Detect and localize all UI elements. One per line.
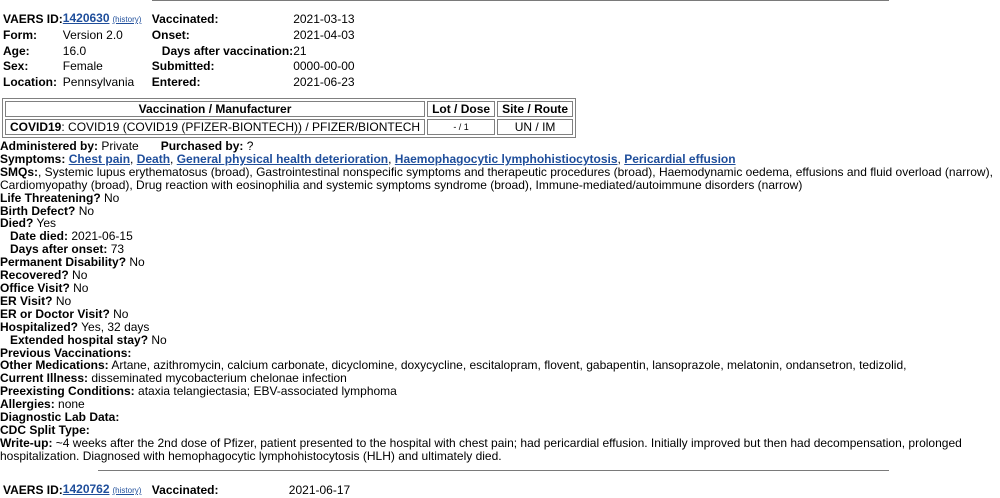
days-after-onset-row [0,243,1000,256]
birth-defect-value: No [78,203,95,218]
sex-label: Sex: [3,59,29,74]
current-illness-value: disseminated mycobacterium chelonae infection [91,371,347,386]
office-visit-value: No [73,280,89,295]
site-route-cell: UN / IM [497,119,573,135]
smqs-label: SMQs: [0,164,39,179]
next-vaccinated-value: 2021-06-17 [288,482,351,497]
life-threatening-value: No [104,190,120,205]
vaccinated-value: 2021-03-13 [293,11,355,26]
administered-value: Private [101,139,139,153]
form-label: Form: [3,27,37,42]
lot-dose-header: Lot / Dose [427,101,495,117]
next-vaers-id-label: VAERS ID: [3,482,63,497]
other-medications-value: Artane, azithromycin, calcium carbonate, dicyclomine, doxycycline, escitalopram, flovent, gabapentin, lansoprazole, melatonin, ondansetron, tedizolid, [111,358,907,373]
hospitalized-value: Yes, 32 days [81,319,150,334]
lab-data-row [0,411,1000,424]
vaccination-cell [5,119,425,135]
vaers-id-link[interactable]: 1420630 [62,11,110,25]
bottom-divider [98,470,889,471]
record-header [3,11,355,91]
er-doctor-visit-label: ER or Doctor Visit? [0,306,110,321]
date-died-label: Date died: [10,229,69,244]
er-doctor-visit-row [0,308,1000,321]
next-vaccinated-label: Vaccinated: [151,482,219,497]
allergies-value: none [58,397,85,412]
preexisting-value: ataxia telangiectasia; EBV-associated lymphoma [138,384,397,399]
disability-row [0,256,1000,269]
symptom-link[interactable]: Chest pain [68,151,131,166]
entered-label: Entered: [151,75,201,90]
writeup-row [0,437,1000,463]
days-after-onset-label: Days after onset: [10,242,108,257]
date-died-value: 2021-06-15 [71,229,133,244]
lot-dose-cell: - / 1 [427,119,495,135]
life-threatening-label: Life Threatening? [0,190,101,205]
allergies-label: Allergies: [0,397,55,412]
age-value: 16.0 [62,43,87,58]
er-visit-label: ER Visit? [0,293,53,308]
symptom-link[interactable]: Haemophagocytic lymphohistiocytosis [394,151,618,166]
site-route-header: Site / Route [497,101,573,117]
days-after-label: Days after vaccination: [161,43,294,58]
history-link[interactable]: (history) [112,15,142,24]
administered-label: Administered by: [0,139,99,153]
extended-stay-row [0,334,1000,347]
current-illness-label: Current Illness: [0,371,89,386]
date-died-row [0,230,1000,243]
vaccination-table [2,98,576,138]
next-history-link[interactable]: (history) [112,486,142,495]
submitted-label: Submitted: [151,59,215,74]
writeup-label: Write-up: [0,435,53,450]
died-label: Died? [0,216,34,231]
recovered-row [0,269,1000,282]
er-doctor-visit-value: No [113,306,129,321]
top-divider [152,0,889,1]
symptom-link[interactable]: Death [136,151,171,166]
onset-value: 2021-04-03 [293,27,355,42]
vaccine-type: COVID19 [10,120,62,134]
age-label: Age: [3,43,30,58]
writeup-value: ~4 weeks after the 2nd dose of Pfizer, patient presented to the hospital with chest pain; had pericardial effusion. Initially improved but then had decompensation, prolonged hospitalization. Diagnosed with hemophagocytic lymphohistocytosis (HLH) and ultimately died. [0,435,962,463]
recovered-label: Recovered? [0,268,69,283]
birth-defect-row [0,205,1000,218]
allergies-row [0,398,1000,411]
smqs-row [0,166,1000,192]
recovered-value: No [72,268,88,283]
form-value: Version 2.0 [62,27,123,42]
other-medications-label: Other Medications: [0,358,109,373]
preexisting-label: Preexisting Conditions: [0,384,135,399]
symptoms-row: Symptoms: Chest pain, Death, General physical health deterioration, Haemophagocytic lymphohistiocytosis, Pericardial effusion [0,151,736,166]
er-visit-row [0,295,1000,308]
symptom-link[interactable]: General physical health deterioration [176,151,389,166]
er-visit-value: No [55,293,72,308]
next-vaers-id-link[interactable]: 1420762 [62,482,110,496]
onset-label: Onset: [151,27,190,42]
previous-vaccinations-label: Previous Vaccinations: [0,345,132,360]
entered-value: 2021-06-23 [293,75,355,90]
office-visit-row [0,282,1000,295]
symptom-link[interactable]: Pericardial effusion [624,151,736,166]
died-row [0,217,1000,230]
report-details [0,140,1000,463]
purchased-value: ? [246,139,254,153]
life-threatening-row [0,192,1000,205]
vaccination-header: Vaccination / Manufacturer [5,101,425,117]
hospitalized-row [0,321,1000,334]
days-after-onset-value: 73 [110,242,125,257]
submitted-value: 0000-00-00 [293,59,355,74]
location-label: Location: [3,75,57,90]
extended-stay-value: No [151,332,167,347]
lab-data-label: Diagnostic Lab Data: [0,410,120,425]
vaers-id-cell [63,11,152,28]
office-visit-label: Office Visit? [0,280,70,295]
vaccinated-label: Vaccinated: [151,11,219,26]
disability-label: Permanent Disability? [0,255,127,270]
birth-defect-label: Birth Defect? [0,203,76,218]
purchased-label: Purchased by: [160,139,244,153]
location-value: Pennsylvania [62,75,135,90]
disability-value: No [129,255,145,270]
hospitalized-label: Hospitalized? [0,319,79,334]
vaers-id-label: VAERS ID: [3,11,63,26]
vaccine-manufacturer: : COVID19 (COVID19 (PFIZER-BIONTECH)) / PFIZER/BIONTECH [61,120,421,134]
preexisting-row [0,385,1000,398]
sex-value: Female [62,59,103,74]
died-value: Yes [36,216,57,231]
extended-stay-label: Extended hospital stay? [10,332,149,347]
symptoms-label: Symptoms: [0,151,66,166]
smqs-value: , Systemic lupus erythematosus (broad), Gastrointestinal nonspecific symptoms and therapeutic procedures (broad), Haemodynamic oedema, effusions and fluid overload (narrow), Cardiomyopathy (broad), Drug reaction with eosinophilia and systemic symptoms syndrome (broad), Immune-mediated/autoimmune disorders (narrow) [0,164,993,192]
days-after-value: 21 [293,43,307,58]
cdc-split-label: CDC Split Type: [0,422,90,437]
